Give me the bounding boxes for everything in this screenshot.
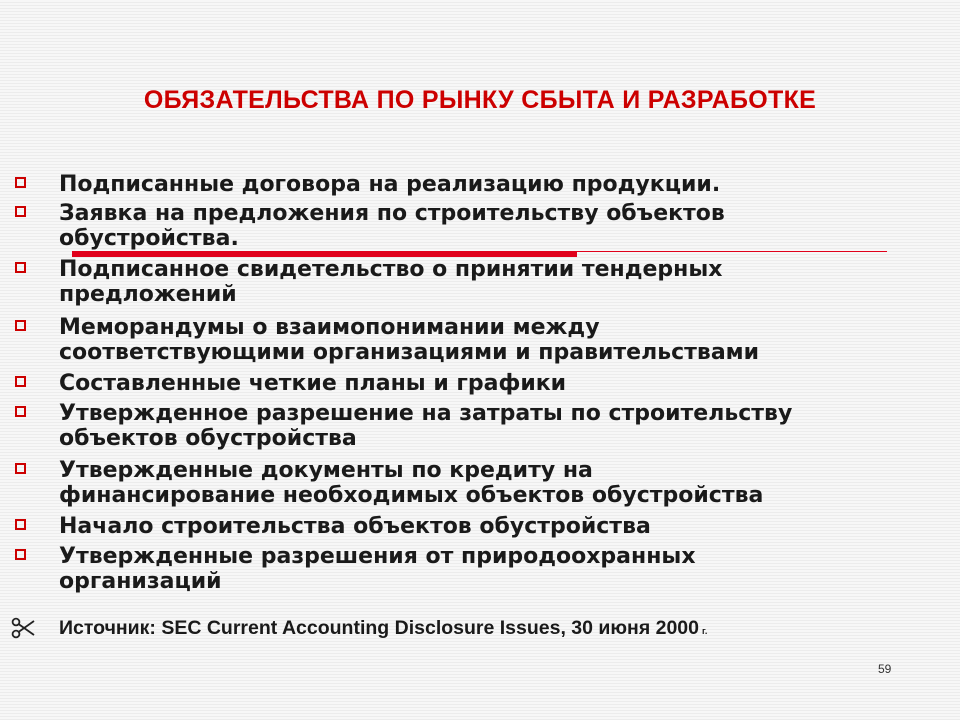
square-bullet-icon: [15, 320, 26, 331]
list-item-line: Подписанное свидетельство о принятии тендерных: [59, 257, 723, 282]
list-item-line: объектов обустройства: [59, 426, 357, 451]
list-item-line: финансирование необходимых объектов обустройства: [59, 483, 764, 508]
square-bullet-icon: [15, 406, 26, 417]
square-bullet-icon: [15, 519, 26, 530]
scissors-icon: [10, 615, 36, 641]
list-item-line: Заявка на предложения по строительству объектов: [59, 201, 725, 226]
list-item-line: предложений: [59, 282, 237, 307]
square-bullet-icon: [15, 206, 26, 217]
list-item-line: Начало строительства объектов обустройства: [59, 514, 651, 539]
list-item-line: обустройства.: [59, 226, 239, 251]
list-item-line: Утвержденные документы по кредиту на: [59, 458, 593, 483]
square-bullet-icon: [15, 177, 26, 188]
list-item-line: Меморандумы о взаимопонимании между: [59, 315, 600, 340]
source-text: Источник: SEC Current Accounting Disclosure Issues, 30 июня 2000: [59, 617, 699, 639]
list-item-line: организаций: [59, 569, 222, 594]
source-suffix: г.: [702, 626, 708, 636]
decorative-line-thin: [577, 251, 887, 252]
list-item-line: Составленные четкие планы и графики: [59, 371, 567, 396]
page-number: 59: [878, 662, 892, 676]
page-title: ОБЯЗАТЕЛЬСТВА ПО РЫНКУ СБЫТА И РАЗРАБОТКЕ: [143, 86, 817, 114]
list-item-line: Подписанные договора на реализацию продукции.: [59, 172, 721, 197]
list-item-line: Утвержденные разрешения от природоохранных: [59, 544, 696, 569]
square-bullet-icon: [15, 463, 26, 474]
square-bullet-icon: [15, 376, 26, 387]
square-bullet-icon: [15, 549, 26, 560]
list-item-line: соответствующими организациями и правительствами: [59, 340, 760, 365]
square-bullet-icon: [15, 262, 26, 273]
list-item-line: Утвержденное разрешение на затраты по строительству: [59, 401, 793, 426]
decorative-line-thick: [72, 251, 577, 257]
source-note: [59, 617, 707, 640]
